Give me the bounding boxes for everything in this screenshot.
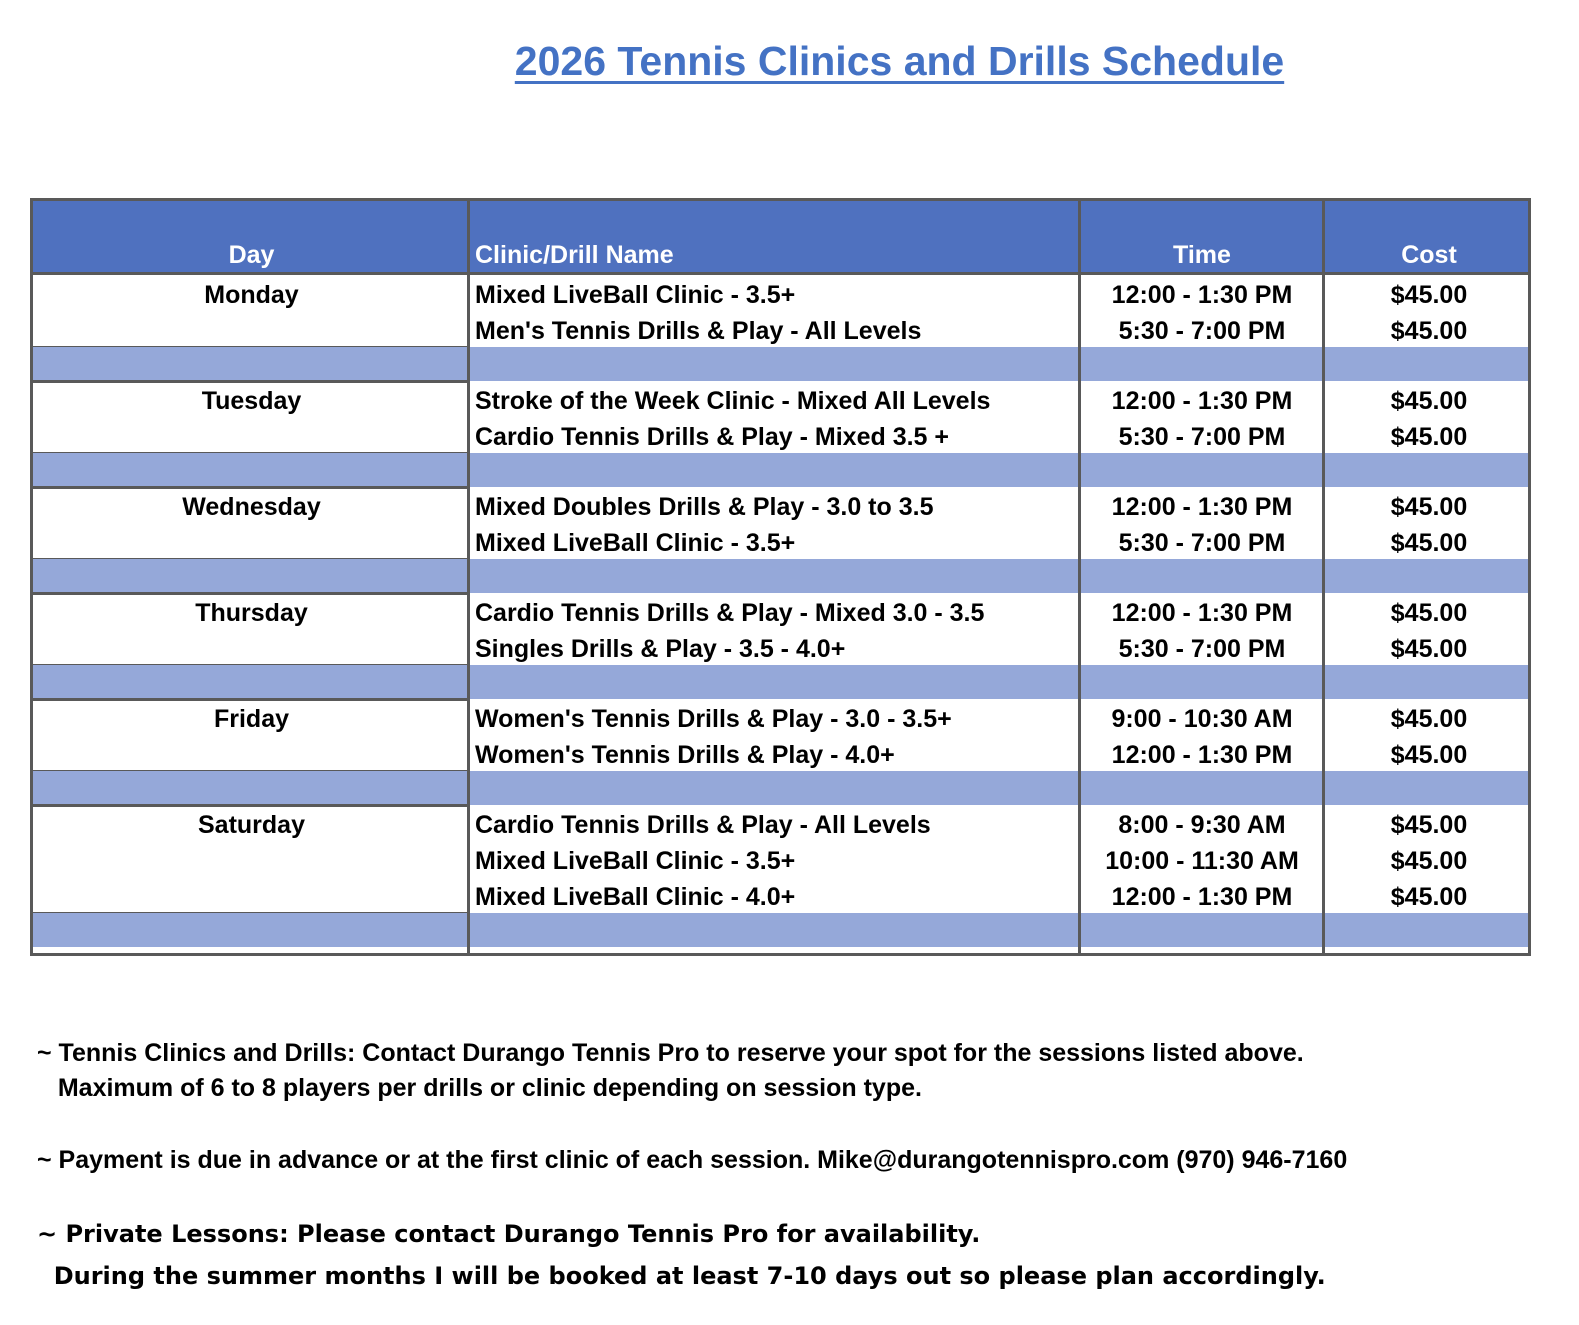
session-name: Mixed LiveBall Clinic - 3.5+ <box>475 529 796 557</box>
header-time: Time <box>1173 241 1231 269</box>
header-name: Clinic/Drill Name <box>475 241 674 269</box>
day-label: Wednesday <box>182 493 321 521</box>
session-name: Women's Tennis Drills & Play - 4.0+ <box>475 741 895 769</box>
session-cost: $45.00 <box>1390 317 1468 345</box>
day-label: Friday <box>213 705 290 733</box>
note-max-players: Maximum of 6 to 8 players per drills or clinic depending on session type. <box>37 1074 922 1102</box>
session-cost: $45.00 <box>1390 387 1468 415</box>
session-cost: $45.00 <box>1390 599 1468 627</box>
header-day: Day <box>228 241 275 269</box>
session-cost: $45.00 <box>1390 493 1468 521</box>
session-name: Stroke of the Week Clinic - Mixed All Levels <box>475 387 991 415</box>
note-summer: During the summer months I will be booked at least 7-10 days out so please plan accordingly. <box>37 1262 1326 1290</box>
session-name: Men's Tennis Drills & Play - All Levels <box>475 317 922 345</box>
schedule-table <box>30 198 1531 956</box>
session-name: Women's Tennis Drills & Play - 3.0 - 3.5+ <box>475 705 952 733</box>
session-time: 9:00 - 10:30 AM <box>1111 705 1293 733</box>
session-time: 12:00 - 1:30 PM <box>1111 387 1293 415</box>
session-cost: $45.00 <box>1390 741 1468 769</box>
session-cost: $45.00 <box>1390 811 1468 839</box>
session-cost: $45.00 <box>1390 883 1468 911</box>
spacer-band <box>33 665 1528 699</box>
day-label: Saturday <box>198 811 305 839</box>
session-time: 12:00 - 1:30 PM <box>1111 493 1293 521</box>
day-label: Thursday <box>195 599 308 627</box>
session-cost: $45.00 <box>1390 847 1468 875</box>
column-divider <box>467 201 470 953</box>
session-time: 10:00 - 11:30 AM <box>1105 847 1299 875</box>
session-name: Mixed Doubles Drills & Play - 3.0 to 3.5 <box>475 493 934 521</box>
session-name: Singles Drills & Play - 3.5 - 4.0+ <box>475 635 846 663</box>
spacer-band <box>33 347 1528 381</box>
note-payment: ~ Payment is due in advance or at the first clinic of each session. Mike@durangotennispro.com (970) 946-7160 <box>37 1146 1348 1174</box>
session-name: Cardio Tennis Drills & Play - Mixed 3.5 + <box>475 423 949 451</box>
table-header <box>33 201 1528 272</box>
spacer-band <box>33 559 1528 593</box>
session-cost: $45.00 <box>1390 529 1468 557</box>
session-time: 12:00 - 1:30 PM <box>1111 741 1293 769</box>
day-label: Monday <box>204 281 299 309</box>
session-time: 5:30 - 7:00 PM <box>1118 423 1286 451</box>
session-name: Cardio Tennis Drills & Play - Mixed 3.0 - 3.5 <box>475 599 985 627</box>
session-time: 5:30 - 7:00 PM <box>1118 529 1286 557</box>
header-divider <box>33 272 1528 275</box>
session-cost: $45.00 <box>1390 423 1468 451</box>
session-time: 5:30 - 7:00 PM <box>1118 635 1286 663</box>
session-name: Mixed LiveBall Clinic - 3.5+ <box>475 281 796 309</box>
spacer-band <box>33 771 1528 805</box>
session-cost: $45.00 <box>1390 705 1468 733</box>
session-name: Mixed LiveBall Clinic - 3.5+ <box>475 847 796 875</box>
session-time: 5:30 - 7:00 PM <box>1118 317 1286 345</box>
page-title: 2026 Tennis Clinics and Drills Schedule <box>514 38 1285 84</box>
header-cost: Cost <box>1401 241 1457 269</box>
session-cost: $45.00 <box>1390 281 1468 309</box>
note-private-lessons: ~ Private Lessons: Please contact Durango Tennis Pro for availability. <box>37 1220 981 1248</box>
session-time: 12:00 - 1:30 PM <box>1111 883 1293 911</box>
session-name: Cardio Tennis Drills & Play - All Levels <box>475 811 931 839</box>
note-clinics: ~ Tennis Clinics and Drills: Contact Durango Tennis Pro to reserve your spot for the sessions listed above. <box>37 1039 1304 1067</box>
column-divider <box>1322 201 1325 953</box>
spacer-band <box>33 453 1528 487</box>
column-divider <box>1078 201 1081 953</box>
day-label: Tuesday <box>201 387 302 415</box>
session-time: 12:00 - 1:30 PM <box>1111 281 1293 309</box>
session-time: 8:00 - 9:30 AM <box>1118 811 1286 839</box>
session-time: 12:00 - 1:30 PM <box>1111 599 1293 627</box>
session-cost: $45.00 <box>1390 635 1468 663</box>
spacer-band <box>33 913 1528 947</box>
session-name: Mixed LiveBall Clinic - 4.0+ <box>475 883 796 911</box>
